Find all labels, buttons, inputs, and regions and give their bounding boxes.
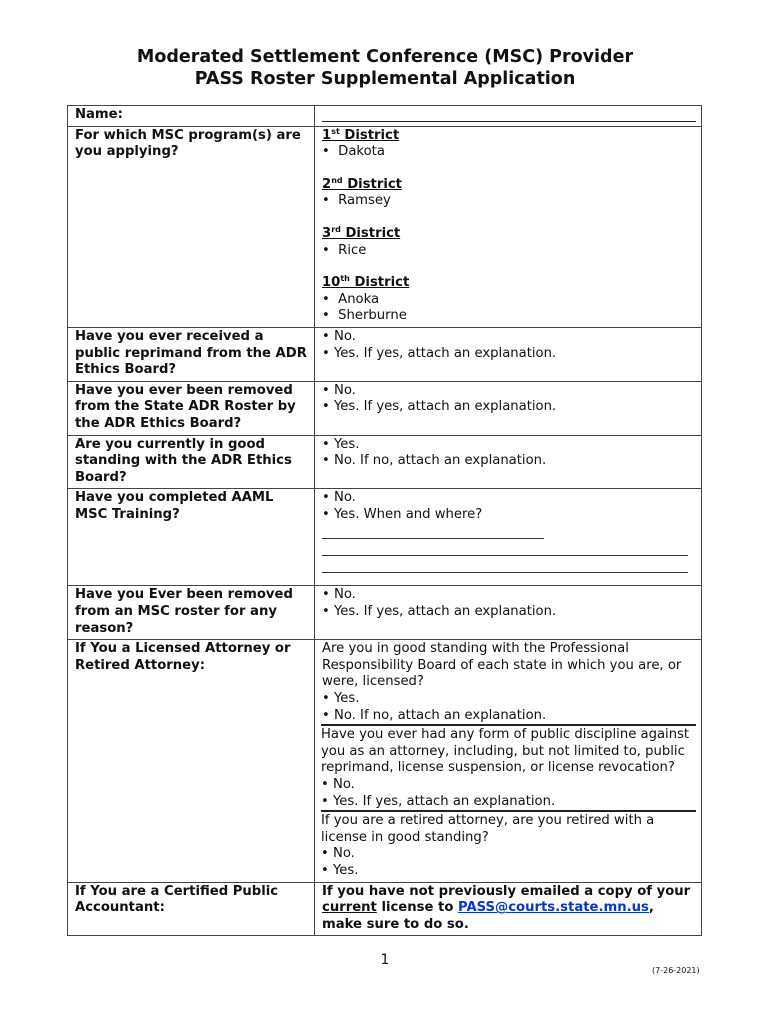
row-removed-state	[68, 381, 702, 435]
revision-date: (7-26-2021)	[652, 966, 700, 975]
option-yes[interactable]: • Yes.	[322, 436, 360, 452]
question-text: Are you in good standing with the Professional Responsibility Board of each state in which you are, or were, licensed?	[322, 641, 682, 690]
row-good-standing	[68, 435, 702, 489]
district-heading: 1st District	[322, 126, 400, 143]
when-where-line[interactable]	[322, 556, 688, 573]
option-no[interactable]: • No.	[322, 587, 356, 603]
cell-cpa: If you have not previously emailed a copy of your current license to PASS@courts.state.mn.us, make sure to do so.	[315, 882, 702, 936]
option-yes[interactable]: • Yes. If yes, attach an explanation.	[322, 399, 557, 415]
label-reprimand: Have you ever received a public reprimand from the ADR Ethics Board?	[68, 327, 315, 381]
option-no[interactable]: • No.	[322, 382, 356, 398]
county-option[interactable]: • Sherburne	[322, 308, 407, 324]
county-option[interactable]: • Anoka	[322, 291, 380, 307]
cell-removed-msc	[315, 586, 702, 640]
attorney-q1	[322, 641, 695, 724]
district-3	[322, 226, 695, 259]
question-text: If you are a retired attorney, are you retired with a license in good standing?	[321, 813, 655, 845]
district-heading: 10th District	[322, 274, 410, 291]
when-where-line[interactable]	[322, 524, 544, 539]
label-cpa: If You are a Certified Public Accountant:	[68, 882, 315, 936]
district-1	[322, 128, 695, 161]
label-good-standing: Are you currently in good standing with the ADR Ethics Board?	[68, 435, 315, 489]
option-no[interactable]: • No. If no, attach an explanation.	[322, 707, 547, 723]
option-no[interactable]: • No. If no, attach an explanation.	[322, 453, 547, 469]
cell-reprimand	[315, 327, 702, 381]
row-removed-msc	[68, 586, 702, 640]
title-line-2: PASS Roster Supplemental Application	[194, 69, 576, 89]
option-no[interactable]: • No.	[322, 328, 356, 344]
option-yes[interactable]: • Yes.	[322, 691, 360, 707]
email-link[interactable]: PASS@courts.state.mn.us	[457, 900, 649, 916]
district-2	[322, 177, 695, 210]
label-attorney: If You a Licensed Attorney or Retired Attorney:	[68, 640, 315, 882]
cell-good-standing	[315, 435, 702, 489]
option-yes[interactable]: • Yes. When and where?	[322, 506, 483, 522]
row-programs	[68, 126, 702, 327]
application-form-table	[67, 105, 702, 936]
cell-programs	[315, 126, 702, 327]
row-reprimand	[68, 327, 702, 381]
option-yes[interactable]: • Yes. If yes, attach an explanation.	[322, 604, 557, 620]
page-number: 1	[380, 952, 390, 968]
label-removed-msc: Have you Ever been removed from an MSC roster for any reason?	[68, 586, 315, 640]
row-aaml	[68, 489, 702, 586]
option-yes[interactable]: • Yes.	[321, 862, 359, 878]
cell-aaml	[315, 489, 702, 586]
cell-attorney	[315, 640, 702, 882]
option-no[interactable]: • No.	[321, 846, 355, 862]
label-programs: For which MSC program(s) are you applying?	[68, 126, 315, 327]
district-heading: 2nd District	[322, 175, 402, 192]
attorney-q3	[321, 810, 696, 879]
name-input-line[interactable]	[322, 107, 696, 122]
label-aaml: Have you completed AAML MSC Training?	[68, 489, 315, 586]
row-attorney	[68, 640, 702, 882]
district-heading: 3rd District	[322, 224, 401, 241]
document-title	[0, 46, 770, 90]
cell-removed-state	[315, 381, 702, 435]
current-emphasis: current	[322, 900, 377, 916]
option-yes[interactable]: • Yes. If yes, attach an explanation.	[322, 345, 557, 361]
row-cpa	[68, 882, 702, 936]
district-10	[322, 275, 695, 325]
when-where-line[interactable]	[322, 539, 688, 556]
title-line-1: Moderated Settlement Conference (MSC) Provider	[136, 47, 634, 67]
row-name	[68, 106, 702, 127]
option-no[interactable]: • No.	[321, 777, 355, 792]
attorney-q2	[321, 724, 696, 810]
label-name: Name:	[68, 106, 315, 127]
label-removed-state: Have you ever been removed from the State ADR Roster by the ADR Ethics Board?	[68, 381, 315, 435]
county-option[interactable]: • Ramsey	[322, 193, 391, 209]
cell-name-field	[315, 106, 702, 127]
county-option[interactable]: • Dakota	[322, 144, 385, 160]
option-yes[interactable]: • Yes. If yes, attach an explanation.	[321, 793, 556, 809]
question-text: Have you ever had any form of public discipline against you as an attorney, including, but not limited to, public reprimand, license suspension, or license revocation?	[321, 727, 690, 776]
county-option[interactable]: • Rice	[322, 242, 367, 258]
option-no[interactable]: • No.	[322, 490, 356, 506]
